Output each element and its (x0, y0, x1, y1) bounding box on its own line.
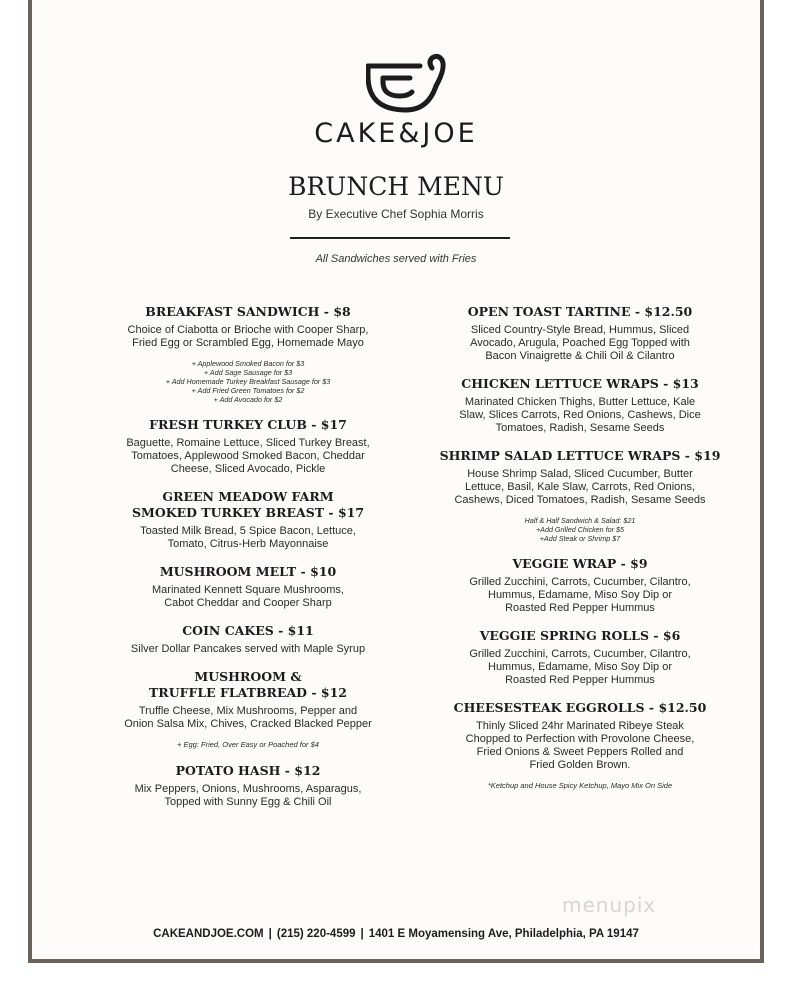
menu-item-description-line: Chopped to Perfection with Provolone Cheese, (465, 733, 695, 745)
menu-item-description-line: Slaw, Slices Carrots, Red Onions, Cashews, Dice (459, 409, 701, 421)
footer-phone: (215) 220-4599 (276, 928, 356, 940)
menu-item-description-line: Onion Salsa Mix, Chives, Cracked Blacked Pepper (124, 718, 372, 730)
menu-item-description (412, 576, 748, 615)
menu-item-description-line: Truffle Cheese, Mix Mushrooms, Pepper and (138, 705, 358, 717)
menu-item-title (80, 669, 416, 701)
menu-item (80, 669, 416, 750)
menu-item-description (80, 324, 416, 350)
title-divider (290, 237, 510, 239)
menu-item-title: BREAKFAST SANDWICH - $8 (145, 304, 351, 319)
addon-line: +Add Steak or Shrimp $7 (539, 534, 621, 543)
menu-item-description-line: Tomato, Citrus-Herb Mayonnaise (167, 538, 329, 550)
menu-page (28, 0, 764, 963)
menu-item-description-line: Grilled Zucchini, Carrots, Cucumber, Cilantro, (469, 648, 691, 660)
menu-item-description-line: Cashews, Diced Tomatoes, Radish, Sesame Seeds (454, 494, 706, 506)
menu-item (80, 304, 416, 404)
menu-item-description-line: Choice of Ciabotta or Brioche with Cooper Sharp, (127, 324, 369, 336)
menu-item-title: VEGGIE WRAP - $9 (512, 556, 648, 571)
footer-separator: | (268, 928, 272, 940)
menu-item-description-line: Toasted Milk Bread, 5 Spice Bacon, Lettuce, (140, 525, 356, 537)
menu-item (80, 763, 416, 809)
menu-item-description (80, 643, 416, 656)
addon-line: + Add Fried Green Tomatoes for $2 (191, 386, 305, 395)
menu-item-addons (80, 359, 416, 404)
menu-item-note: + Egg: Fried, Over Easy or Poached for $4 (177, 740, 319, 749)
menu-item-title: OPEN TOAST TARTINE - $12.50 (467, 304, 693, 319)
menu-item-description-line: Roasted Red Pepper Hummus (505, 602, 655, 614)
menu-item-title: VEGGIE SPRING ROLLS - $6 (479, 628, 681, 643)
menu-item-description-line: Hummus, Edamame, Miso Soy Dip or (488, 589, 672, 601)
menu-item-title-line: TRUFFLE FLATBREAD - $12 (149, 685, 347, 700)
menu-item-title: POTATO HASH - $12 (175, 763, 321, 778)
menu-item-description (412, 720, 748, 772)
menu-item-description-line: Avocado, Arugula, Poached Egg Topped with (470, 337, 690, 349)
footer-contact (32, 928, 760, 940)
menu-item-description-line: Grilled Zucchini, Carrots, Cucumber, Cilantro, (469, 576, 691, 588)
menu-item-description (412, 648, 748, 687)
footer-address: 1401 E Moyamensing Ave, Philadelphia, PA 19147 (368, 928, 639, 940)
menu-item-description (80, 705, 416, 731)
menu-item (412, 448, 748, 543)
menu-item-description (80, 584, 416, 610)
menu-item-description-line: Fried Onions & Sweet Peppers Rolled and (476, 746, 684, 758)
menu-item-description-line: Hummus, Edamame, Miso Soy Dip or (488, 661, 672, 673)
footer-website: CAKEANDJOE.COM (153, 928, 264, 940)
addon-line: + Add Sage Sausage for $3 (203, 368, 293, 377)
menu-item-description-line: Mix Peppers, Onions, Mushrooms, Asparagus, (134, 783, 362, 795)
menu-item-description-line: Marinated Chicken Thighs, Butter Lettuce, Kale (464, 396, 696, 408)
cup-logo-icon (366, 52, 452, 114)
menu-item-title: SHRIMP SALAD LETTUCE WRAPS - $19 (439, 448, 721, 463)
menu-item-description-line: Topped with Sunny Egg & Chili Oil (164, 796, 332, 808)
menu-item-title-line: MUSHROOM & (194, 669, 302, 684)
page-title: BRUNCH MENU (288, 172, 504, 201)
menu-item-title-line: GREEN MEADOW FARM (162, 489, 334, 504)
menu-item-description-line: Roasted Red Pepper Hummus (505, 674, 655, 686)
menu-item-description (412, 468, 748, 507)
menu-item (412, 304, 748, 363)
menu-item-title: FRESH TURKEY CLUB - $17 (149, 417, 347, 432)
menu-item-description-line: Silver Dollar Pancakes served with Maple Syrup (130, 643, 366, 655)
addon-line: +Add Grilled Chicken for $5 (535, 525, 625, 534)
watermark-logo: menupix (562, 893, 657, 917)
menu-item-description-line: Tomatoes, Radish, Sesame Seeds (495, 422, 665, 434)
menu-item-note: *Ketchup and House Spicy Ketchup, Mayo Mix On Side (487, 781, 673, 790)
chef-credit: By Executive Chef Sophia Morris (308, 207, 484, 221)
menu-item (80, 623, 416, 656)
footer-separator: | (360, 928, 364, 940)
menu-item-description-line: Tomatoes, Applewood Smoked Bacon, Cheddar (131, 450, 365, 462)
menu-item-title: COIN CAKES - $11 (182, 623, 314, 638)
menu-item-addons (412, 516, 748, 543)
menu-item (412, 700, 748, 791)
menu-item-description (412, 324, 748, 363)
menu-item-description-line: Sliced Country-Style Bread, Hummus, Sliced (470, 324, 690, 336)
addon-line: Half & Half Sandwich & Salad: $21 (524, 516, 636, 525)
menu-item-description-line: Cabot Cheddar and Cooper Sharp (164, 597, 332, 609)
addon-line: + Add Homemade Turkey Breakfast Sausage for $3 (165, 377, 331, 386)
menu-item-description-line: Bacon Vinaigrette & Chili Oil & Cilantro (485, 350, 675, 362)
menu-item (412, 556, 748, 615)
left-menu-column (80, 304, 416, 822)
menu-item-description (80, 525, 416, 551)
menu-item-title (80, 489, 416, 521)
menu-item-description-line: House Shrimp Salad, Sliced Cucumber, Butter (467, 468, 693, 480)
menu-item (80, 489, 416, 551)
menu-item-description-line: Lettuce, Basil, Kale Slaw, Carrots, Red Onions, (465, 481, 695, 493)
menu-item-description-line: Cheese, Sliced Avocado, Pickle (170, 463, 326, 475)
menu-item-title: MUSHROOM MELT - $10 (159, 564, 337, 579)
menu-item-description (412, 396, 748, 435)
brand-name: CAKE&JOE (314, 118, 478, 149)
menu-item (80, 564, 416, 610)
menu-item-description (80, 437, 416, 476)
menu-item (80, 417, 416, 476)
menu-item-description-line: Thinly Sliced 24hr Marinated Ribeye Steak (476, 720, 684, 732)
menu-item-description-line: Fried Golden Brown. (529, 759, 631, 771)
menu-item-title: CHEESESTEAK EGGROLLS - $12.50 (453, 700, 707, 715)
menu-item-description-line: Marinated Kennett Square Mushrooms, (152, 584, 344, 596)
right-menu-column (412, 304, 748, 804)
menu-item-description (80, 783, 416, 809)
menu-item-title-line: SMOKED TURKEY BREAST - $17 (131, 505, 365, 520)
menu-item (412, 376, 748, 435)
served-note: All Sandwiches served with Fries (315, 253, 477, 265)
menu-item-title: CHICKEN LETTUCE WRAPS - $13 (461, 376, 699, 391)
addon-line: + Add Avocado for $2 (213, 395, 283, 404)
menu-item-description-line: Fried Egg or Scrambled Egg, Homemade Mayo (132, 337, 364, 349)
addon-line: + Applewood Smoked Bacon for $3 (191, 359, 305, 368)
menu-item-description-line: Baguette, Romaine Lettuce, Sliced Turkey Breast, (126, 437, 370, 449)
menu-item (412, 628, 748, 687)
